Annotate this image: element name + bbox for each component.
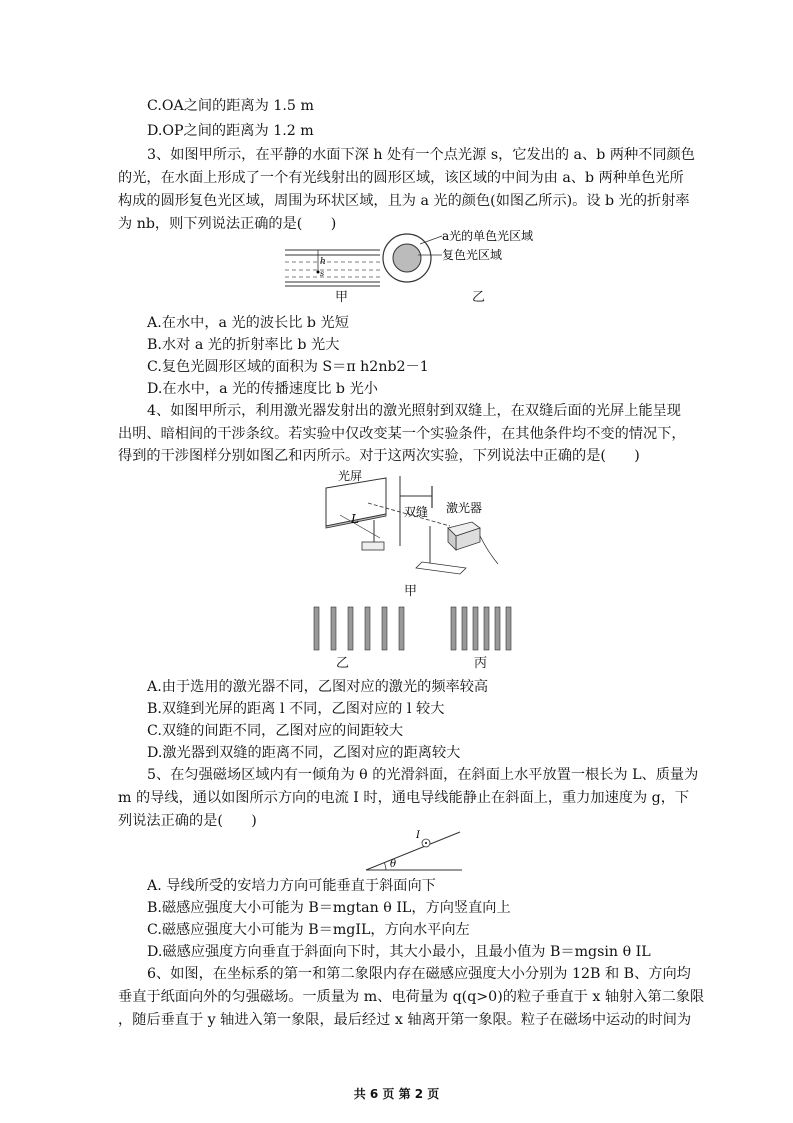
q5-option-b: B.磁感应强度大小可能为 B＝mgtan θ IL，方向竖直向上 <box>147 900 511 916</box>
q4-option-d: D.激光器到双缝的距离不同，乙图对应的距离较大 <box>147 745 461 761</box>
question-4-line-1: 4、如图甲所示，利用激光器发射出的激光照射到双缝上，在双缝后面的光屏上能呈现 <box>147 403 681 419</box>
fig4-label-slit: 双缝 <box>404 505 429 519</box>
fig4-caption-main: 甲 <box>404 584 418 599</box>
figure-3-circle-diagram <box>380 228 540 288</box>
figure-4-apparatus <box>320 468 500 580</box>
fig4-label-screen: 光屏 <box>338 469 363 483</box>
question-6-line-3: ，随后垂直于 y 轴进入第一象限，最后经过 x 轴离开第一象限。粒子在磁场中运动的时间为 <box>118 1012 692 1028</box>
figure-5-incline <box>360 828 470 878</box>
question-5-line-3: 列说法正确的是( ) <box>118 813 257 829</box>
q5-option-a: A. 导线所受的安培力方向可能垂直于斜面向下 <box>147 878 436 894</box>
question-3-line-3: 构成的圆形复色光区域，周围为环状区域，且为 a 光的颜色(如图乙所示)。设 b 光的折射率 <box>118 193 690 209</box>
fig5-label-theta: θ <box>390 859 397 870</box>
fig3-label-s: s <box>320 269 325 278</box>
question-3-line-4: 为 nb，则下列说法正确的是( ) <box>118 216 337 232</box>
figure-4-fringes <box>300 604 530 654</box>
figure-3-water-diagram <box>280 238 380 308</box>
fig3-legend-outer: a光的单色光区域 <box>442 229 534 243</box>
option-c-prev: C.OA之间的距离为 1.5 m <box>147 98 314 114</box>
fig4-caption-left: 乙 <box>336 656 350 671</box>
page-footer: 共 6 页 第 2 页 <box>353 1087 440 1101</box>
fig4-label-L: L <box>351 512 359 526</box>
question-3-line-1: 3、如图甲所示，在平静的水面下深 h 处有一个点光源 s，它发出的 a、b 两种不同颜色 <box>147 147 695 163</box>
question-4-line-2: 出明、暗相间的干涉条纹。若实验中仅改变某一个实验条件，在其他条件均不变的情况下， <box>118 426 686 442</box>
q4-option-a: A.由于选用的激光器不同，乙图对应的激光的频率较高 <box>147 679 489 695</box>
q4-option-b: B.双缝到光屏的距离 l 不同，乙图对应的 l 较大 <box>147 701 445 717</box>
fig3-caption-left: 甲 <box>335 290 349 305</box>
question-3-line-2: 的光，在水面上形成了一个有光线射出的圆形区域，该区域的中间为由 a、b 两种单色光所 <box>118 170 684 186</box>
q5-option-c: C.磁感应强度大小可能为 B＝mgIL，方向水平向左 <box>147 922 470 938</box>
q3-option-c: C.复色光圆形区域的面积为 S＝π h2nb2－1 <box>147 359 429 375</box>
fig3-legend-inner: 复色光区域 <box>442 248 503 262</box>
fringe-pattern-left <box>314 607 404 650</box>
fig3-label-h: h <box>320 257 326 267</box>
question-5-line-1: 5、在匀强磁场区域内有一倾角为 θ 的光滑斜面，在斜面上水平放置一根长为 L、质量为 <box>147 767 699 783</box>
fig4-caption-right: 丙 <box>474 656 488 671</box>
question-5-line-2: m 的导线，通以如图所示方向的电流 I 时，通电导线能静止在斜面上，重力加速度为 g，下 <box>118 790 690 806</box>
q3-option-b: B.水对 a 光的折射率比 b 光大 <box>147 337 340 353</box>
q4-option-c: C.双缝的间距不同，乙图对应的间距较大 <box>147 723 404 739</box>
q5-option-d: D.磁感应强度方向垂直于斜面向下时，其大小最小，且最小值为 B＝mgsin θ IL <box>147 944 651 960</box>
fig3-caption-right: 乙 <box>472 290 486 305</box>
fringe-pattern-right <box>451 607 511 650</box>
question-4-line-3: 得到的干涉图样分别如图乙和丙所示。对于这两次实验，下列说法中正确的是( ) <box>118 448 640 464</box>
q3-option-a: A.在水中，a 光的波长比 b 光短 <box>147 315 349 331</box>
question-6-line-1: 6、如图，在坐标系的第一和第二象限内存在磁感应强度大小分别为 12B 和 B、方向均 <box>147 966 691 982</box>
q3-option-d: D.在水中，a 光的传播速度比 b 光小 <box>147 381 378 397</box>
option-d-prev: D.OP之间的距离为 1.2 m <box>147 123 314 139</box>
fig5-label-I: I <box>416 830 420 841</box>
fig4-label-laser: 激光器 <box>446 501 483 515</box>
question-6-line-2: 垂直于纸面向外的匀强磁场。一质量为 m、电荷量为 q(q>0)的粒子垂直于 x 轴射入第二象限 <box>118 989 705 1005</box>
